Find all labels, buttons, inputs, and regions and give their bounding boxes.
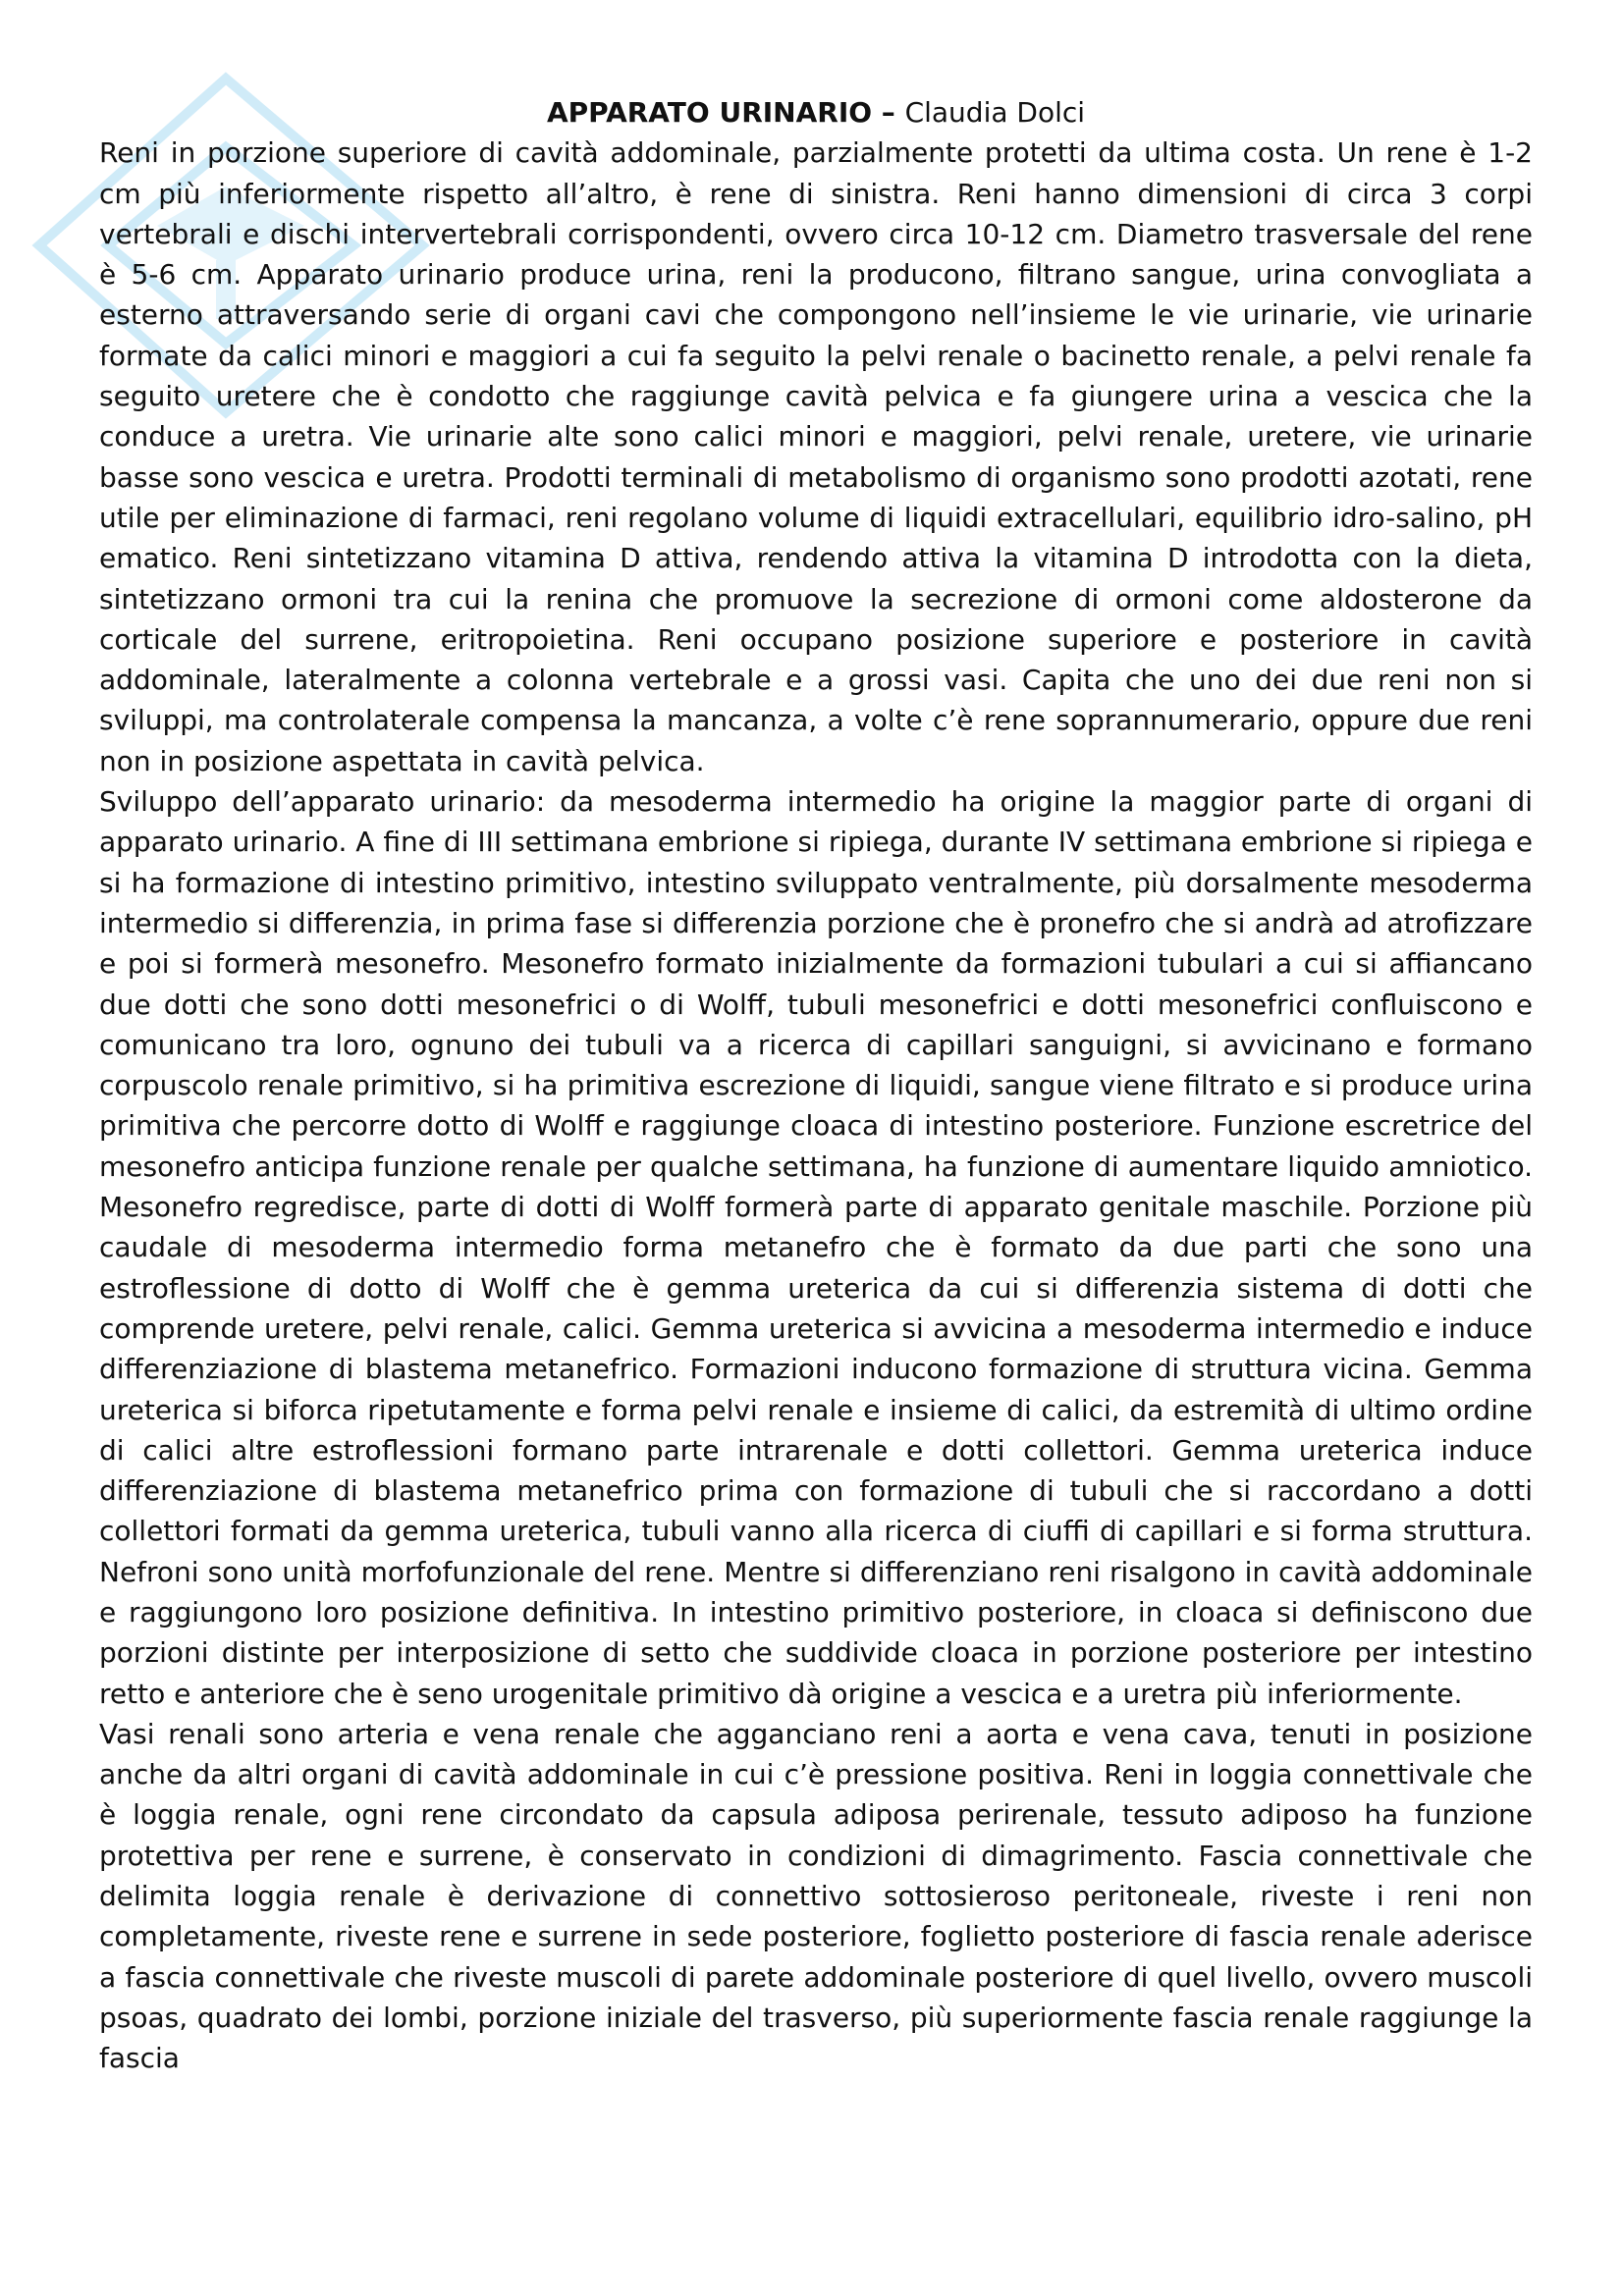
paragraph-urinary-development: Sviluppo dell’apparato urinario: da mesoderma intermedio ha origine la maggior parte di organi di apparato urinario. A fine di III settimana embrione si ripiega, durante IV settimana embrione si ripiega e si ha formazione di intestino primitivo, intestino sviluppato ventralmente, più dorsalmente mesoderma intermedio si differenzia, in prima fase si differenzia porzione che è pronefro che si andrà ad atrofizzare e poi si formerà mesonefro. Mesonefro formato inizialmente da formazioni tubulari a cui si affiancano due dotti che sono dotti mesonefrici o di Wolff, tubuli mesonefrici e dotti mesonefrici confluiscono e comunicano tra loro, ognuno dei tubuli va a ricerca di capillari sanguigni, si avvicinano e formano corpuscolo renale primitivo, si ha primitiva escrezione di liquidi, sangue viene filtrato e si produce urina primitiva che percorre dotto di Wolff e raggiunge cloaca di intestino posteriore. Funzione escretrice del mesonefro anticipa funzione renale per qualche settimana, ha funzione di aumentare liquido amniotico. Mesonefro regredisce, parte di dotti di Wolff formerà parte di apparato genitale maschile. Porzione più caudale di mesoderma intermedio forma metanefro che è formato da due parti che sono una estroflessione di dotto di Wolff che è gemma ureterica da cui si differenzia sistema di dotti che comprende uretere, pelvi renale, calici. Gemma ureterica si avvicina a mesoderma intermedio e induce differenziazione di blastema metanefrico. Formazioni inducono formazione di struttura vicina. Gemma ureterica si biforca ripetutamente e forma pelvi renale e insieme di calici, da estremità di ultimo ordine di calici altre estroflessioni formano parte intrarenale e dotti collettori. Gemma ureterica induce differenziazione di blastema metanefrico prima con formazione di tubuli che si raccordano a dotti collettori formati da gemma ureterica, tubuli vanno alla ricerca di ciuffi di capillari e si forma struttura. Nefroni sono unità morfofunzionale del rene. Mentre si differenziano reni risalgono in cavità addominale e raggiungono loro posizione definitiva. In intestino primitivo posteriore, in cloaca si definiscono due porzioni distinte per interposizione di setto che suddivide cloaca in porzione posteriore per intestino retto e anteriore che è seno urogenitale primitivo dà origine a vescica e a uretra più inferiormente. [99,785,1533,1710]
document-author: Claudia Dolci [904,96,1086,129]
paragraph-renal-vessels: Vasi renali sono arteria e vena renale che agganciano reni a aorta e vena cava, tenuti in posizione anche da altri organi di cavità addominale in cui c’è pressione positiva. Reni in loggia connettivale che è loggia renale, ogni rene circondato da capsula adiposa perirenale, tessuto adiposo ha funzione protettiva per rene e surrene, è conservato in condizioni di dimagrimento. Fascia connettivale che delimita loggia renale è derivazione di connettivo sottosieroso peritoneale, riveste i reni non completamente, riveste rene e surrene in sede posteriore, foglietto posteriore di fascia renale aderisce a fascia connettivale che riveste muscoli di parete addominale posteriore di quel livello, ovvero muscoli psoas, quadrato dei lombi, porzione iniziale del trasverso, più superiormente fascia renale raggiunge la fascia [99,1717,1533,2075]
document-title: APPARATO URINARIO [546,96,873,129]
document-heading [99,92,1533,133]
paragraph-kidney-overview: Reni in porzione superiore di cavità addominale, parzialmente protetti da ultima costa. Un rene è 1-2 cm più inferiormente rispetto all’altro, è rene di sinistra. Reni hanno dimensioni di circa 3 corpi vertebrali e dischi intervertebrali corrispondenti, ovvero circa 10-12 cm. Diametro trasversale del rene è 5-6 cm. Apparato urinario produce urina, reni la producono, filtrano sangue, urina convogliata a esterno attraversando serie di organi cavi che compongono nell’insieme le vie urinarie, vie urinarie formate da calici minori e maggiori a cui fa seguito la pelvi renale o bacinetto renale, a pelvi renale fa seguito uretere che è condotto che raggiunge cavità pelvica e fa giungere urina a vescica che la conduce a uretra. Vie urinarie alte sono calici minori e maggiori, pelvi renale, uretere, vie urinarie basse sono vescica e uretra. Prodotti terminali di metabolismo di organismo sono prodotti azotati, rene utile per eliminazione di farmaci, reni regolano volume di liquidi extracellulari, equilibrio idro-salino, pH ematico. Reni sintetizzano vitamina D attiva, rendendo attiva la vitamina D introdotta con la dieta, sintetizzano ormoni tra cui la renina che promuove la secrezione di ormoni come aldosterone da corticale del surrene, eritropoietina. Reni occupano posizione superiore e posteriore in cavità addominale, lateralmente a colonna vertebrale e a grossi vasi. Capita che uno dei due reni non si sviluppi, ma controlaterale compensa la mancanza, a volte c’è rene soprannumerario, oppure due reni non in posizione aspettata in cavità pelvica. [99,136,1533,777]
title-separator: – [872,96,905,129]
document-body [99,92,1533,2075]
